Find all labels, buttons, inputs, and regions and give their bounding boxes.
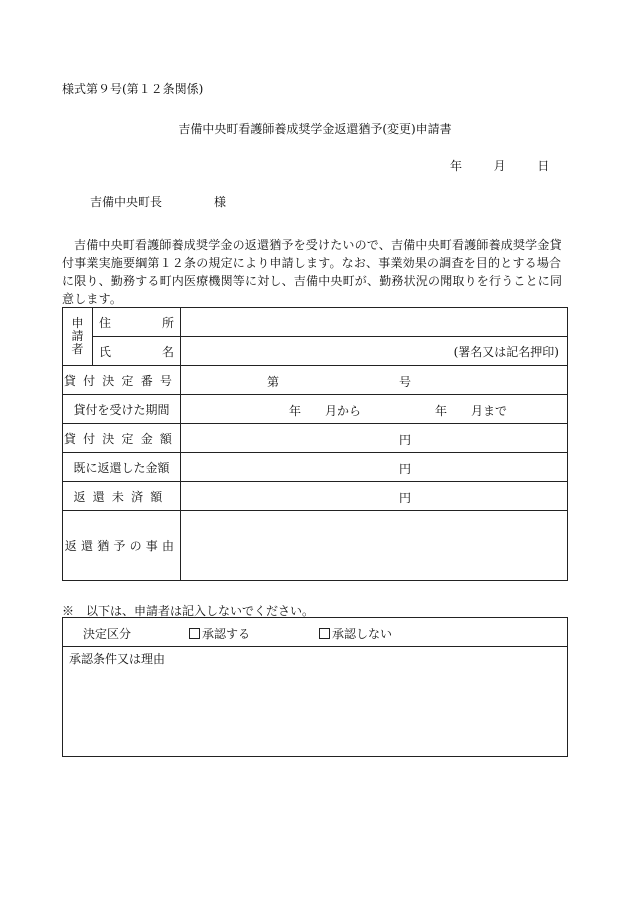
seal-note: (署名又は記名押印) [453, 344, 559, 359]
unpaid-label: 返還未済額 [63, 482, 181, 511]
address-label: 住 所 [93, 308, 181, 337]
amount-field[interactable] [181, 424, 568, 453]
loan-number-suffix: 号 [399, 375, 412, 389]
unpaid-yen: 円 [399, 491, 412, 505]
decision-table [62, 617, 568, 757]
amount-label: 貸付決定金額 [63, 424, 181, 453]
loan-number-label: 貸付決定番号 [63, 366, 181, 395]
form-number: 様式第９号(第１２条関係) [62, 82, 204, 96]
date-year: 年 [450, 159, 463, 173]
reject-checkbox[interactable] [319, 628, 330, 639]
unpaid-field[interactable] [181, 482, 568, 511]
loan-number-field[interactable] [181, 366, 568, 395]
conditions-field[interactable] [63, 647, 568, 757]
reason-label: 返還猶予の事由 [63, 511, 181, 581]
office-use-note: ※ 以下は、申請者は記入しないでください。 [62, 604, 315, 618]
date-line [450, 157, 549, 174]
period-field[interactable] [181, 395, 568, 424]
decision-label: 決定区分 [83, 627, 132, 641]
address-field[interactable] [181, 308, 568, 337]
document-title: 吉備中央町看護師養成奨学金返還猶予(変更)申請書 [178, 122, 452, 136]
loan-number-prefix: 第 [267, 375, 280, 389]
repaid-yen: 円 [399, 462, 412, 476]
approve-option[interactable]: 承認する [189, 625, 250, 642]
decision-row [63, 618, 568, 647]
date-day: 日 [537, 159, 550, 173]
date-month: 月 [493, 159, 506, 173]
conditions-label: 承認条件又は理由 [69, 652, 166, 666]
reason-field[interactable] [181, 511, 568, 581]
approve-checkbox[interactable] [189, 628, 200, 639]
period-label: 貸付を受けた期間 [63, 395, 181, 424]
period-from: 年 月から [289, 404, 362, 418]
repaid-label: 既に返還した金額 [63, 453, 181, 482]
reject-option[interactable]: 承認しない [319, 625, 392, 642]
application-table [62, 307, 568, 581]
period-to: 年 月まで [435, 404, 508, 418]
body-paragraph: 吉備中央町看護師養成奨学金の返還猶予を受けたいので、吉備中央町看護師養成奨学金貸付事業実施要綱第１２条の規定により申請します。なお、事業効果の調査を目的とする場合に限り、勤務する町内医療機関等に対し、吉備中央町が、勤務状況の聞取りを行うことに同意します。 [62, 238, 563, 306]
repaid-field[interactable] [181, 453, 568, 482]
recipient-suffix: 様 [214, 195, 227, 209]
name-field[interactable] [181, 337, 568, 366]
name-label: 氏 名 [93, 337, 181, 366]
recipient-name: 吉備中央町長 [90, 195, 163, 209]
applicant-group-label: 申請者 [63, 308, 93, 366]
amount-yen: 円 [399, 433, 412, 447]
recipient [90, 193, 226, 210]
